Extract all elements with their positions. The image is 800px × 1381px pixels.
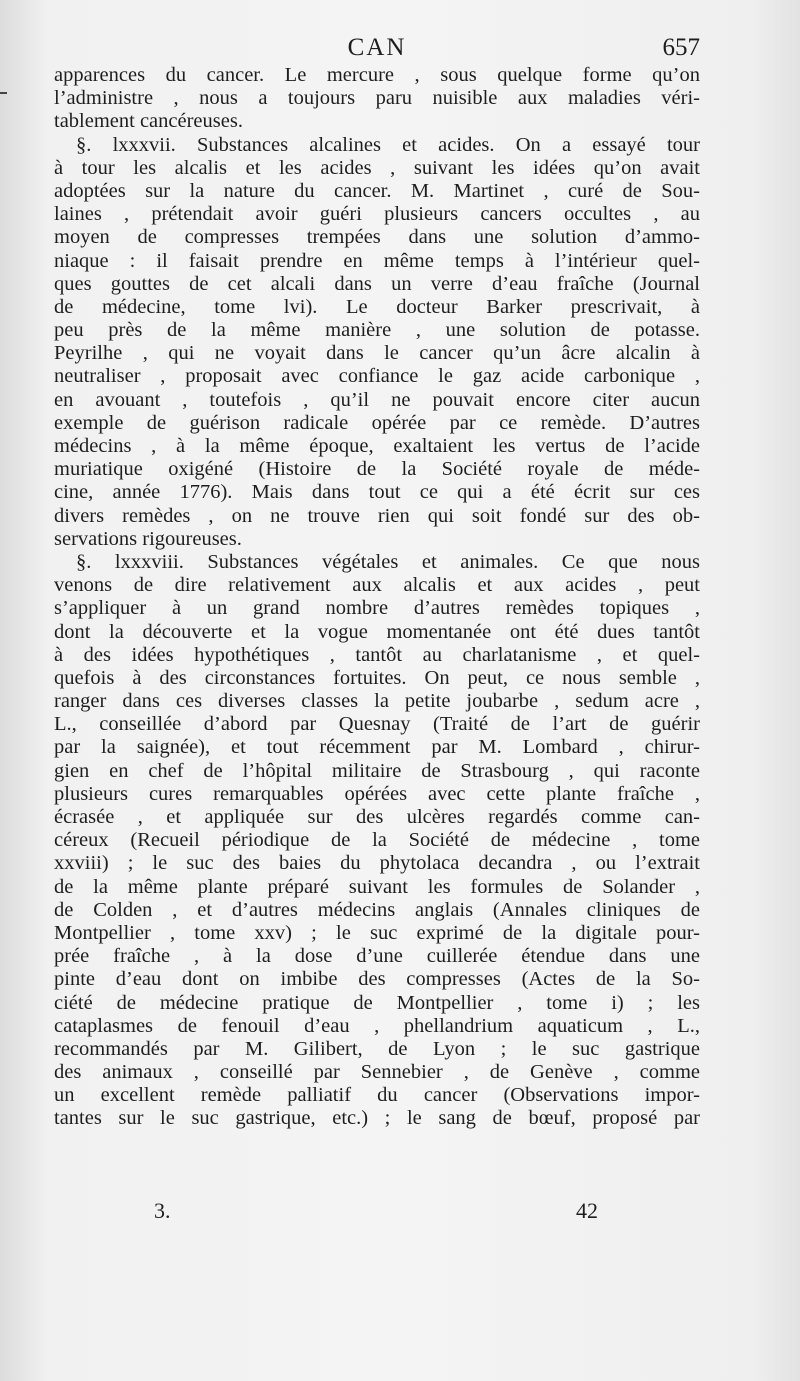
text-line: adoptées sur la nature du cancer. M. Martinet , curé de Sou- bbox=[54, 179, 700, 202]
text-line: tablement cancéreuses. bbox=[54, 110, 243, 133]
text-line: ranger dans ces diverses classes la petite joubarbe , sedum acre , bbox=[54, 690, 700, 713]
text-line: à des idées hypothétiques , tantôt au charlatanisme , et quel- bbox=[54, 643, 700, 666]
text-line: §. lxxxvii. Substances alcalines et acides. On a essayé tour bbox=[76, 133, 700, 156]
text-line: peu près de la même manière , une solution de potasse. bbox=[54, 319, 700, 342]
page-number: 657 bbox=[662, 34, 700, 61]
text-line: moyen de compresses trempées dans une solution d’ammo- bbox=[54, 226, 700, 249]
text-line: de médecine, tome lvi). Le docteur Barker prescrivait, à bbox=[54, 295, 700, 318]
body-text bbox=[54, 64, 700, 1131]
signature-mark: 3. bbox=[154, 1198, 171, 1223]
text-line: des animaux , conseillé par Sennebier , de Genève , comme bbox=[54, 1061, 700, 1084]
text-line: servations rigoureuses. bbox=[54, 527, 242, 550]
text-line: laines , prétendait avoir guéri plusieurs cancers occultes , au bbox=[54, 203, 700, 226]
text-line: écrasée , et appliquée sur des ulcères regardés comme can- bbox=[54, 806, 700, 828]
text-line: niaque : il faisait prendre en même temps à l’intérieur quel- bbox=[54, 249, 700, 272]
text-line: de la même plante préparé suivant les formules de Solander , bbox=[54, 875, 700, 898]
running-header bbox=[54, 34, 700, 68]
text-line: de Colden , et d’autres médecins anglais (Annales cliniques de bbox=[54, 898, 700, 921]
text-line: par la saignée), et tout récemment par M. Lombard , chirur- bbox=[54, 736, 700, 759]
text-line: plusieurs cures remarquables opérées avec cette plante fraîche , bbox=[54, 782, 700, 805]
text-line: ciété de médecine pratique de Montpellier , tome i) ; les bbox=[54, 991, 700, 1014]
text-line: médecins , à la même époque, exaltaient les vertus de l’acide bbox=[54, 435, 700, 457]
text-line: en avouant , toutefois , qu’il ne pouvait encore citer aucun bbox=[54, 388, 700, 411]
sheet-number: 42 bbox=[576, 1198, 598, 1223]
text-line: Montpellier , tome xxv) ; le suc exprimé de la digitale pour- bbox=[54, 921, 700, 944]
text-line: tantes sur le suc gastrique, etc.) ; le sang de bœuf, proposé par bbox=[54, 1107, 700, 1130]
text-line: divers remèdes , on ne trouve rien qui soit fondé sur des ob- bbox=[54, 504, 700, 527]
text-line: venons de dire relativement aux alcalis et aux acides , peut bbox=[54, 574, 700, 597]
text-line: s’appliquer à un grand nombre d’autres remèdes topiques , bbox=[54, 597, 700, 620]
text-line: prée fraîche , à la dose d’une cuillerée étendue dans une bbox=[54, 945, 700, 968]
text-line: céreux (Recueil périodique de la Société de médecine , tome bbox=[54, 829, 700, 852]
text-line: cine, année 1776). Mais dans tout ce qui a été écrit sur ces bbox=[54, 481, 700, 504]
text-line: un excellent remède palliatif du cancer (Observations impor- bbox=[54, 1084, 700, 1107]
text-line: muriatique oxigéné (Histoire de la Société royale de méde- bbox=[54, 458, 700, 481]
text-line: recommandés par M. Gilibert, de Lyon ; le suc gastrique bbox=[54, 1037, 700, 1060]
text-line: pinte d’eau dont on imbibe des compresses (Actes de la So- bbox=[54, 968, 700, 991]
text-line: gien en chef de l’hôpital militaire de Strasbourg , qui raconte bbox=[54, 759, 700, 782]
text-line: ques gouttes de cet alcali dans un verre d’eau fraîche (Journal bbox=[54, 272, 700, 295]
text-line: dont la découverte et la vogue momentanée ont été dues tantôt bbox=[54, 620, 700, 643]
text-line: apparences du cancer. Le mercure , sous quelque forme qu’on bbox=[54, 64, 700, 86]
text-line: quefois à des circonstances fortuites. On peut, ce nous semble , bbox=[54, 666, 700, 689]
text-line: cataplasmes de fenouil d’eau , phellandrium aquaticum , L., bbox=[54, 1014, 700, 1037]
text-line: l’administre , nous a toujours paru nuisible aux maladies véri- bbox=[54, 87, 700, 110]
text-line: L., conseillée d’abord par Quesnay (Traité de l’art de guérir bbox=[54, 713, 700, 736]
text-line: à tour les alcalis et les acides , suivant les idées qu’on avait bbox=[54, 156, 700, 179]
text-line: neutraliser , proposait avec confiance le gaz acide carbonique , bbox=[54, 365, 700, 388]
page-footer bbox=[54, 1198, 700, 1226]
running-title: CAN bbox=[347, 34, 407, 61]
text-line: §. lxxxviii. Substances végétales et animales. Ce que nous bbox=[76, 550, 700, 573]
text-line: xxviii) ; le suc des baies du phytolaca decandra , ou l’extrait bbox=[54, 852, 700, 875]
text-line: exemple de guérison radicale opérée par ce remède. D’autres bbox=[54, 411, 700, 434]
text-line: Peyrilhe , qui ne voyait dans le cancer qu’un âcre alcalin à bbox=[54, 342, 700, 365]
margin-mark bbox=[0, 92, 7, 94]
